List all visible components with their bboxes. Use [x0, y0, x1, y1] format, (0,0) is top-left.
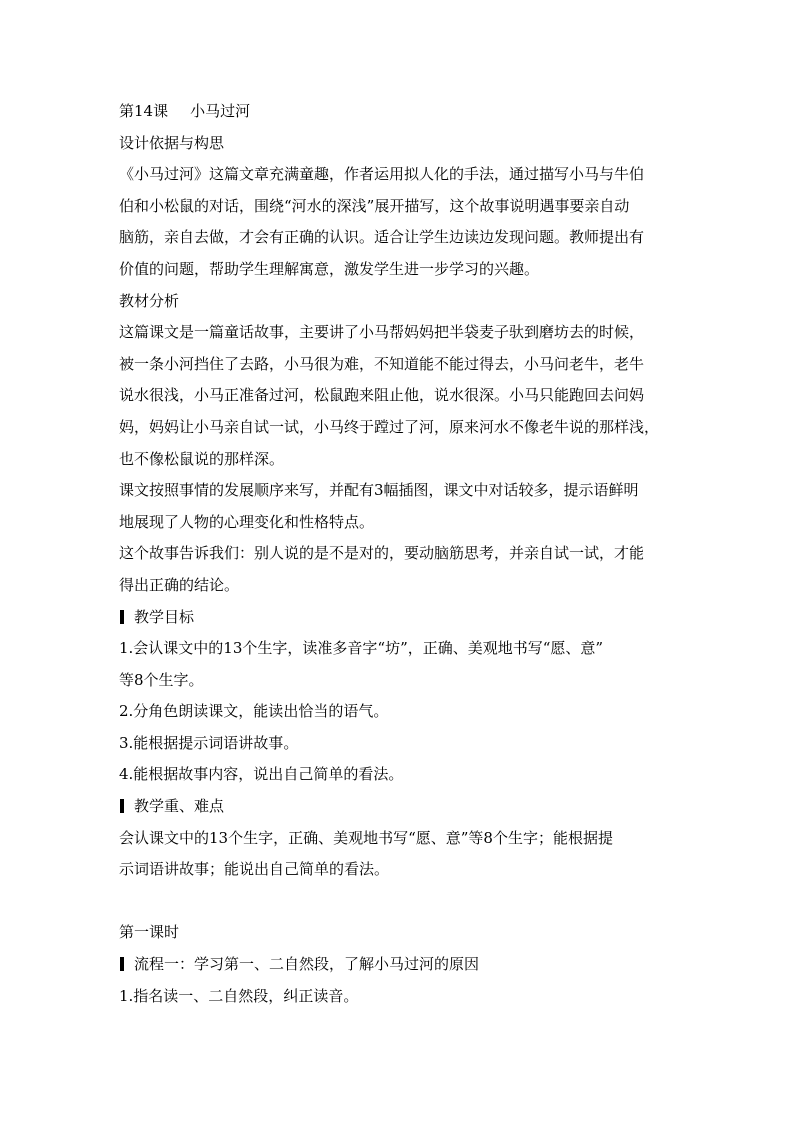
analysis-text-line: 得出正确的结论。 [119, 575, 240, 594]
analysis-text-line: 妈，妈妈让小马亲自试一试，小马终于蹚过了河，原来河水不像老牛说的那样浅， [119, 417, 660, 436]
analysis-text-line: 这个故事告诉我们：别人说的是不是对的，要动脑筋思考，并亲自试一试，才能 [119, 544, 645, 563]
document-page [119, 96, 679, 1012]
lesson-title [119, 96, 679, 128]
heading-bar-icon [120, 610, 124, 624]
design-text-line: 脑筋，亲自去做，才会有正确的认识。适合让学生边读边发现问题。教师提出有 [119, 228, 645, 247]
section-heading-analysis: 教材分析 [119, 291, 180, 310]
goals-heading-label: 教学目标 [134, 607, 195, 626]
analysis-text-line: 地展现了人物的心理变化和性格特点。 [119, 512, 375, 531]
heading-bar-icon [120, 957, 124, 971]
design-text-line: 价值的问题，帮助学生理解寓意，激发学生进一步学习的兴趣。 [119, 259, 540, 278]
goal-line: 2.分角色朗读课文，能读出恰当的语气。 [119, 702, 389, 721]
lesson-name: 小马过河 [190, 102, 251, 120]
section-heading-goals [119, 602, 679, 634]
blank-line [119, 886, 679, 918]
goal-line: 3.能根据提示词语讲故事。 [119, 733, 299, 752]
analysis-text-line: 被一条小河挡住了去路，小马很为难，不知道能不能过得去，小马问老牛，老牛 [119, 354, 645, 373]
keypoints-line: 示词语讲故事；能说出自己简单的看法。 [119, 860, 390, 879]
goal-line: 4.能根据故事内容，说出自己简单的看法。 [119, 765, 404, 784]
period-heading: 第一课时 [119, 923, 180, 942]
heading-bar-icon [120, 799, 124, 813]
flow-heading [119, 949, 679, 981]
analysis-text-line: 课文按照事情的发展顺序来写，并配有3幅插图，课文中对话较多，提示语鲜明 [119, 481, 639, 500]
section-heading-design: 设计依据与构思 [119, 133, 225, 152]
goal-line: 1.会认课文中的13个生字，读准多音字“坊”，正确、美观地书写“愿、意” [119, 639, 604, 658]
keypoints-heading-label: 教学重、难点 [134, 797, 225, 816]
lesson-number: 第14课 [119, 102, 169, 120]
design-text-line: 《小马过河》这篇文章充满童趣，作者运用拟人化的手法，通过描写小马与牛伯 [119, 165, 645, 184]
goal-line: 等8个生字。 [119, 670, 204, 689]
period-step-line: 1.指名读一、二自然段，纠正读音。 [119, 986, 359, 1005]
keypoints-line: 会认课文中的13个生字，正确、美观地书写“愿、意”等8个生字；能根据提 [119, 828, 613, 847]
flow-heading-label: 流程一：学习第一、二自然段，了解小马过河的原因 [134, 955, 480, 974]
section-heading-keypoints [119, 791, 679, 823]
analysis-text-line: 说水很浅，小马正准备过河，松鼠跑来阻止他，说水很深。小马只能跑回去问妈 [119, 386, 645, 405]
analysis-text-line: 这篇课文是一篇童话故事，主要讲了小马帮妈妈把半袋麦子驮到磨坊去的时候， [119, 323, 645, 342]
analysis-text-line: 也不像松鼠说的那样深。 [119, 449, 285, 468]
design-text-line: 伯和小松鼠的对话，围绕“河水的深浅”展开描写，这个故事说明遇事要亲自动 [119, 196, 630, 215]
